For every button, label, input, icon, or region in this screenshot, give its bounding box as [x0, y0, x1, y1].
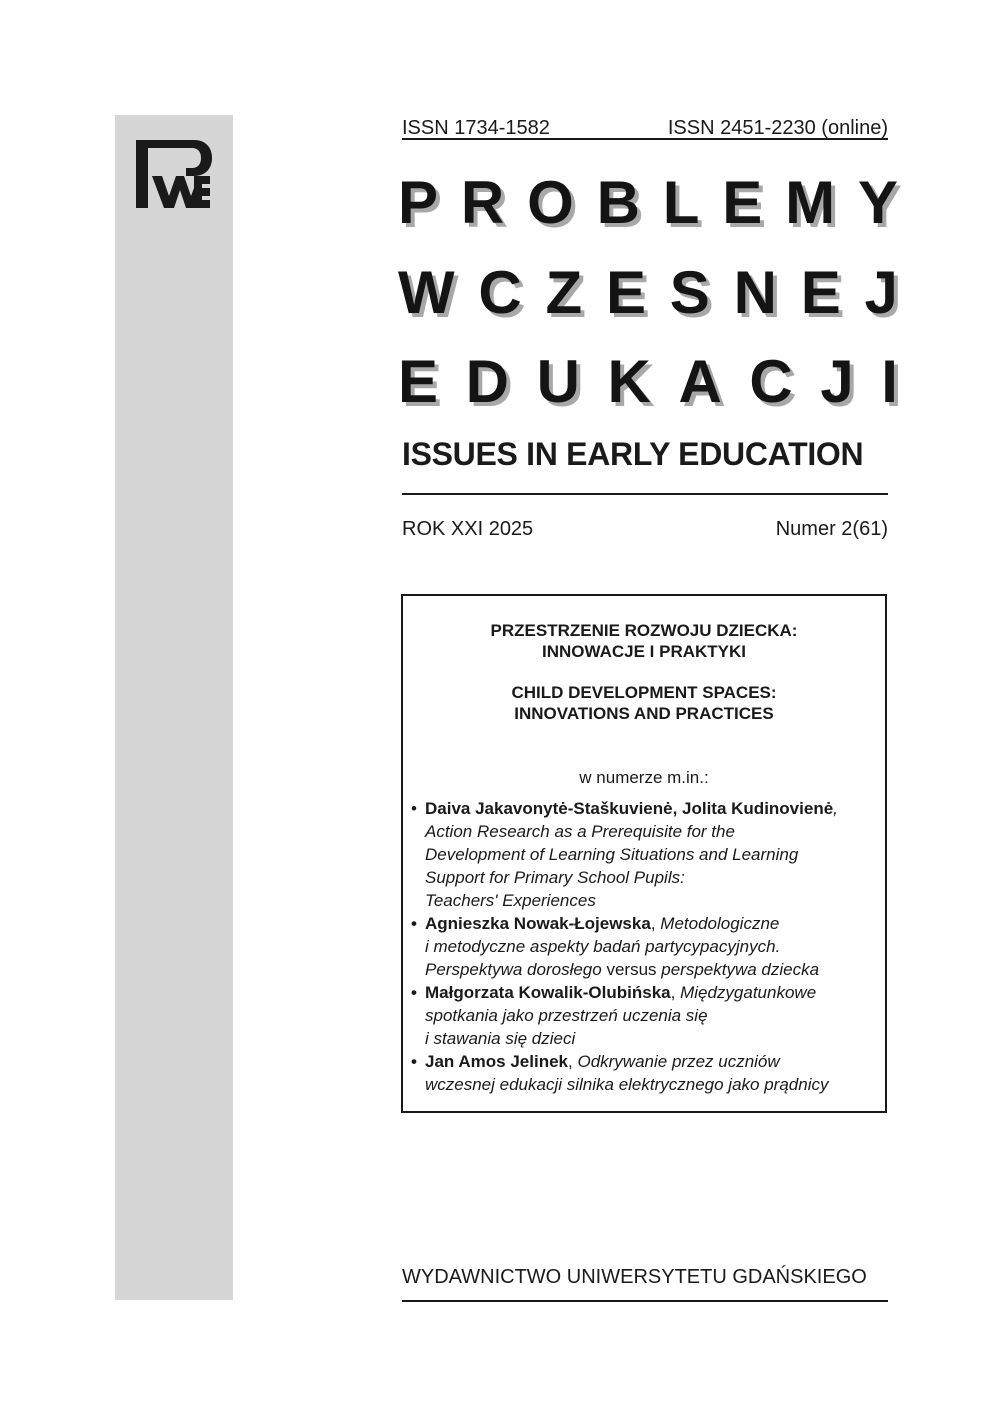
article-authors: Agnieszka Nowak-Łojewska: [425, 914, 651, 933]
title-letter: C: [478, 259, 522, 326]
title-letter: Y: [857, 169, 898, 236]
theme-en-line1: CHILD DEVELOPMENT SPACES:: [511, 683, 777, 702]
title-letter: U: [536, 348, 580, 415]
year-issue-row: [402, 518, 888, 541]
article-title-part: perspektywa dziecka: [661, 960, 820, 979]
title-letter: P: [398, 169, 439, 236]
bullet: •: [411, 914, 417, 933]
issn-online: ISSN 2451-2230 (online): [667, 117, 888, 139]
separator: ,: [670, 983, 676, 1002]
separator: ,: [568, 1052, 573, 1071]
title-letter: L: [662, 169, 700, 236]
title-line-3: [398, 347, 898, 417]
year-label: ROK XXI 2025: [402, 518, 534, 540]
title-letter: C: [749, 348, 793, 415]
article-title-line: Międzygatunkowe: [680, 983, 817, 1002]
contents-box: [401, 594, 887, 1113]
separator: ,: [650, 914, 656, 933]
title-letter: E: [605, 259, 647, 326]
title-letter: D: [465, 348, 509, 415]
theme-pl-line1: PRZESTRZENIE ROZWOJU DZIECKA:: [490, 621, 798, 640]
issn-print: ISSN 1734-1582: [402, 117, 550, 139]
title-line-1: [398, 168, 898, 238]
issue-number: Numer 2(61): [775, 518, 888, 540]
title-letter: S: [669, 259, 710, 326]
side-gray-band: [115, 115, 233, 1300]
article-title-line: i metodyczne aspekty badań partycypacyjnych.: [425, 937, 781, 956]
article-title-part: Perspektywa dorosłego: [425, 960, 602, 979]
article-item: [409, 981, 881, 1050]
title-letter: I: [881, 348, 898, 415]
title-letter: W: [398, 259, 455, 326]
title-letter: J: [820, 348, 854, 415]
title-letter: E: [722, 169, 763, 236]
article-authors: Daiva Jakavonytė-Staškuvienė, Jolita Kudinovienė: [425, 799, 834, 818]
article-list: [409, 797, 881, 1096]
bullet: •: [411, 799, 417, 818]
publisher-name: WYDAWNICTWO UNIWERSYTETU GDAŃSKIEGO: [402, 1266, 867, 1288]
issn-row: [402, 110, 888, 140]
article-title-line: Development of Learning Situations and Learning: [425, 845, 799, 864]
article-item: [409, 912, 881, 981]
article-item: [409, 797, 881, 912]
article-title-line: Metodologiczne: [660, 914, 780, 933]
article-title-line: i stawania się dzieci: [425, 1029, 576, 1048]
bottom-rule: [402, 1300, 888, 1302]
article-title-line: wczesnej edukacji silnika elektrycznego jako prądnicy: [425, 1075, 829, 1094]
title-letter: Z: [545, 259, 583, 326]
article-authors: Małgorzata Kowalik-Olubińska: [425, 983, 671, 1002]
article-title-line: spotkania jako przestrzeń uczenia się: [425, 1006, 708, 1025]
title-line-2: [398, 258, 898, 328]
article-title-line: Action Research as a Prerequisite for the: [425, 822, 735, 841]
bullet: •: [411, 1052, 417, 1071]
title-letter: K: [607, 348, 651, 415]
publisher-logo-icon: [134, 138, 212, 210]
theme-en-line2: INNOVATIONS AND PRACTICES: [514, 704, 774, 723]
separator: ,: [833, 799, 838, 818]
title-letter: M: [785, 169, 836, 236]
theme-polish: [403, 620, 885, 662]
article-title-part: versus: [606, 960, 657, 979]
english-subtitle: ISSUES IN EARLY EDUCATION: [402, 436, 864, 472]
article-title-line: Support for Primary School Pupils:: [425, 868, 685, 887]
subtitle-rule: [402, 493, 888, 495]
title-letter: O: [527, 169, 574, 236]
title-letter: B: [596, 169, 640, 236]
title-letter: E: [398, 348, 439, 415]
title-letter: A: [678, 348, 722, 415]
in-issue-label: w numerze m.in.:: [579, 768, 709, 787]
theme-english: [403, 682, 885, 724]
title-letter: E: [800, 259, 841, 326]
bullet: •: [411, 983, 417, 1002]
top-rule: [402, 138, 888, 140]
article-title-line: Odkrywanie przez uczniów: [577, 1052, 780, 1071]
title-letter: N: [733, 259, 777, 326]
theme-pl-line2: INNOWACJE I PRAKTYKI: [541, 642, 747, 661]
article-item: [409, 1050, 881, 1096]
article-authors: Jan Amos Jelinek: [425, 1052, 568, 1071]
title-letter: J: [864, 259, 898, 326]
title-letter: R: [460, 169, 505, 236]
article-title-line: Teachers' Experiences: [425, 891, 596, 910]
